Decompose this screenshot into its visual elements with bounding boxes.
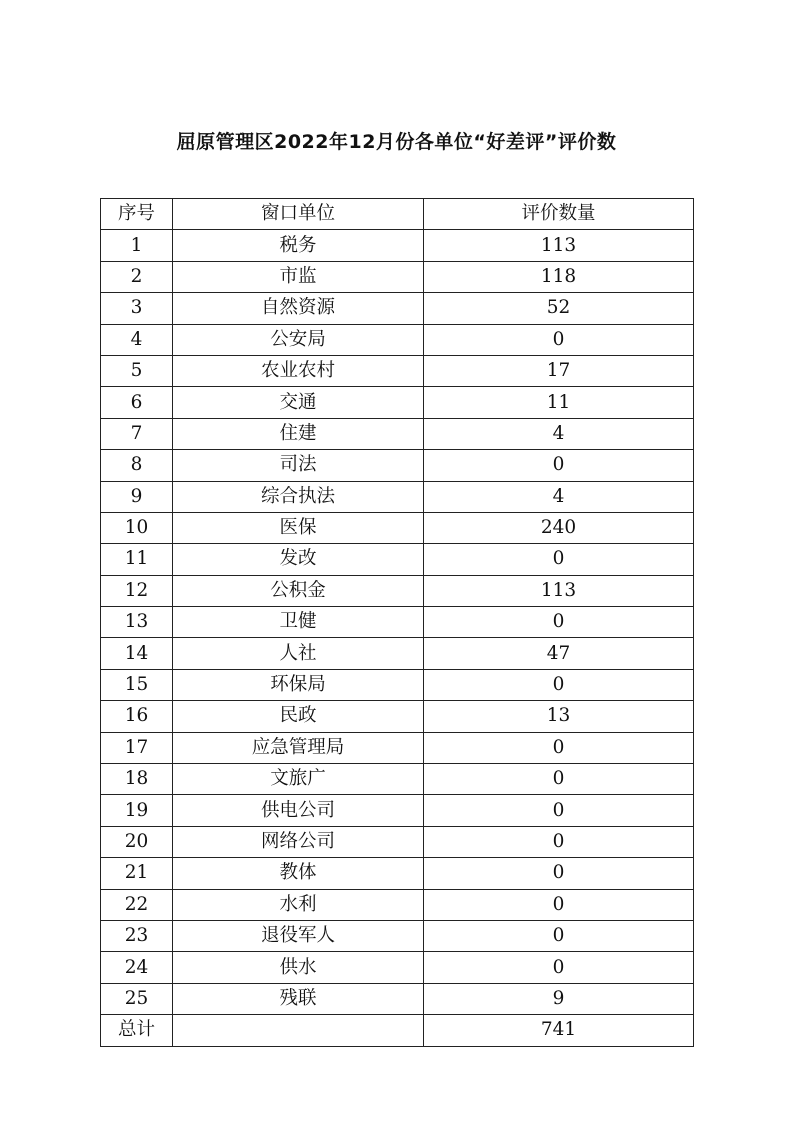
row-window-unit: 供水 (173, 952, 424, 983)
row-serial-number: 10 (101, 512, 173, 543)
row-serial-number: 22 (101, 889, 173, 920)
table-row (101, 293, 694, 324)
document-title: 屈原管理区2022年12月份各单位“好差评”评价数 (176, 131, 617, 153)
row-evaluation-count: 4 (424, 418, 694, 449)
row-window-unit: 民政 (173, 701, 424, 732)
total-count: 741 (424, 1015, 694, 1046)
row-serial-number: 14 (101, 638, 173, 669)
total-unit-cell (173, 1015, 424, 1046)
table-row (101, 387, 694, 418)
table-row (101, 952, 694, 983)
table-row (101, 795, 694, 826)
row-serial-number: 8 (101, 450, 173, 481)
row-evaluation-count: 9 (424, 983, 694, 1014)
row-evaluation-count: 0 (424, 826, 694, 857)
row-serial-number: 3 (101, 293, 173, 324)
table-row (101, 920, 694, 951)
row-serial-number: 5 (101, 355, 173, 386)
row-window-unit: 公安局 (173, 324, 424, 355)
row-serial-number: 9 (101, 481, 173, 512)
row-window-unit: 卫健 (173, 607, 424, 638)
row-serial-number: 19 (101, 795, 173, 826)
row-window-unit: 医保 (173, 512, 424, 543)
row-evaluation-count: 0 (424, 669, 694, 700)
row-evaluation-count: 47 (424, 638, 694, 669)
row-evaluation-count: 0 (424, 607, 694, 638)
table-row (101, 450, 694, 481)
row-evaluation-count: 0 (424, 952, 694, 983)
row-serial-number: 17 (101, 732, 173, 763)
table-row (101, 355, 694, 386)
table-body (101, 230, 694, 1015)
table-row (101, 418, 694, 449)
row-evaluation-count: 0 (424, 889, 694, 920)
row-serial-number: 4 (101, 324, 173, 355)
row-window-unit: 水利 (173, 889, 424, 920)
row-evaluation-count: 11 (424, 387, 694, 418)
row-window-unit: 应急管理局 (173, 732, 424, 763)
table-row (101, 732, 694, 763)
row-window-unit: 综合执法 (173, 481, 424, 512)
row-evaluation-count: 118 (424, 261, 694, 292)
table-row (101, 261, 694, 292)
row-window-unit: 供电公司 (173, 795, 424, 826)
row-evaluation-count: 0 (424, 764, 694, 795)
total-row (101, 1015, 694, 1046)
row-serial-number: 6 (101, 387, 173, 418)
row-window-unit: 农业农村 (173, 355, 424, 386)
row-serial-number: 13 (101, 607, 173, 638)
row-window-unit: 教体 (173, 858, 424, 889)
total-label: 总计 (101, 1015, 173, 1046)
row-window-unit: 文旅广 (173, 764, 424, 795)
row-window-unit: 人社 (173, 638, 424, 669)
table-row (101, 701, 694, 732)
table-row (101, 826, 694, 857)
row-evaluation-count: 13 (424, 701, 694, 732)
table-row (101, 607, 694, 638)
row-window-unit: 环保局 (173, 669, 424, 700)
row-evaluation-count: 0 (424, 324, 694, 355)
row-serial-number: 2 (101, 261, 173, 292)
table-row (101, 230, 694, 261)
table-row (101, 858, 694, 889)
row-evaluation-count: 17 (424, 355, 694, 386)
row-evaluation-count: 0 (424, 450, 694, 481)
row-window-unit: 自然资源 (173, 293, 424, 324)
table-header-row (101, 199, 694, 230)
row-window-unit: 交通 (173, 387, 424, 418)
row-evaluation-count: 4 (424, 481, 694, 512)
table-row (101, 638, 694, 669)
row-serial-number: 25 (101, 983, 173, 1014)
row-serial-number: 18 (101, 764, 173, 795)
row-serial-number: 11 (101, 544, 173, 575)
table-row (101, 512, 694, 543)
row-window-unit: 残联 (173, 983, 424, 1014)
header-window-unit: 窗口单位 (173, 199, 424, 230)
row-window-unit: 退役军人 (173, 920, 424, 951)
row-evaluation-count: 0 (424, 795, 694, 826)
row-serial-number: 21 (101, 858, 173, 889)
row-serial-number: 7 (101, 418, 173, 449)
row-window-unit: 税务 (173, 230, 424, 261)
row-serial-number: 20 (101, 826, 173, 857)
row-serial-number: 24 (101, 952, 173, 983)
row-window-unit: 发改 (173, 544, 424, 575)
row-window-unit: 公积金 (173, 575, 424, 606)
row-serial-number: 16 (101, 701, 173, 732)
table-row (101, 764, 694, 795)
table-row (101, 983, 694, 1014)
table-row (101, 669, 694, 700)
row-window-unit: 网络公司 (173, 826, 424, 857)
row-evaluation-count: 0 (424, 920, 694, 951)
row-window-unit: 市监 (173, 261, 424, 292)
row-evaluation-count: 0 (424, 858, 694, 889)
table-row (101, 889, 694, 920)
row-serial-number: 23 (101, 920, 173, 951)
table-row (101, 481, 694, 512)
row-window-unit: 司法 (173, 450, 424, 481)
table-row (101, 544, 694, 575)
row-window-unit: 住建 (173, 418, 424, 449)
table-row (101, 575, 694, 606)
row-serial-number: 1 (101, 230, 173, 261)
header-evaluation-count: 评价数量 (424, 199, 694, 230)
row-evaluation-count: 240 (424, 512, 694, 543)
row-evaluation-count: 0 (424, 544, 694, 575)
row-evaluation-count: 0 (424, 732, 694, 763)
evaluation-table (100, 198, 694, 1047)
header-serial-number: 序号 (101, 199, 173, 230)
row-evaluation-count: 52 (424, 293, 694, 324)
table-row (101, 324, 694, 355)
row-evaluation-count: 113 (424, 575, 694, 606)
row-evaluation-count: 113 (424, 230, 694, 261)
row-serial-number: 15 (101, 669, 173, 700)
row-serial-number: 12 (101, 575, 173, 606)
